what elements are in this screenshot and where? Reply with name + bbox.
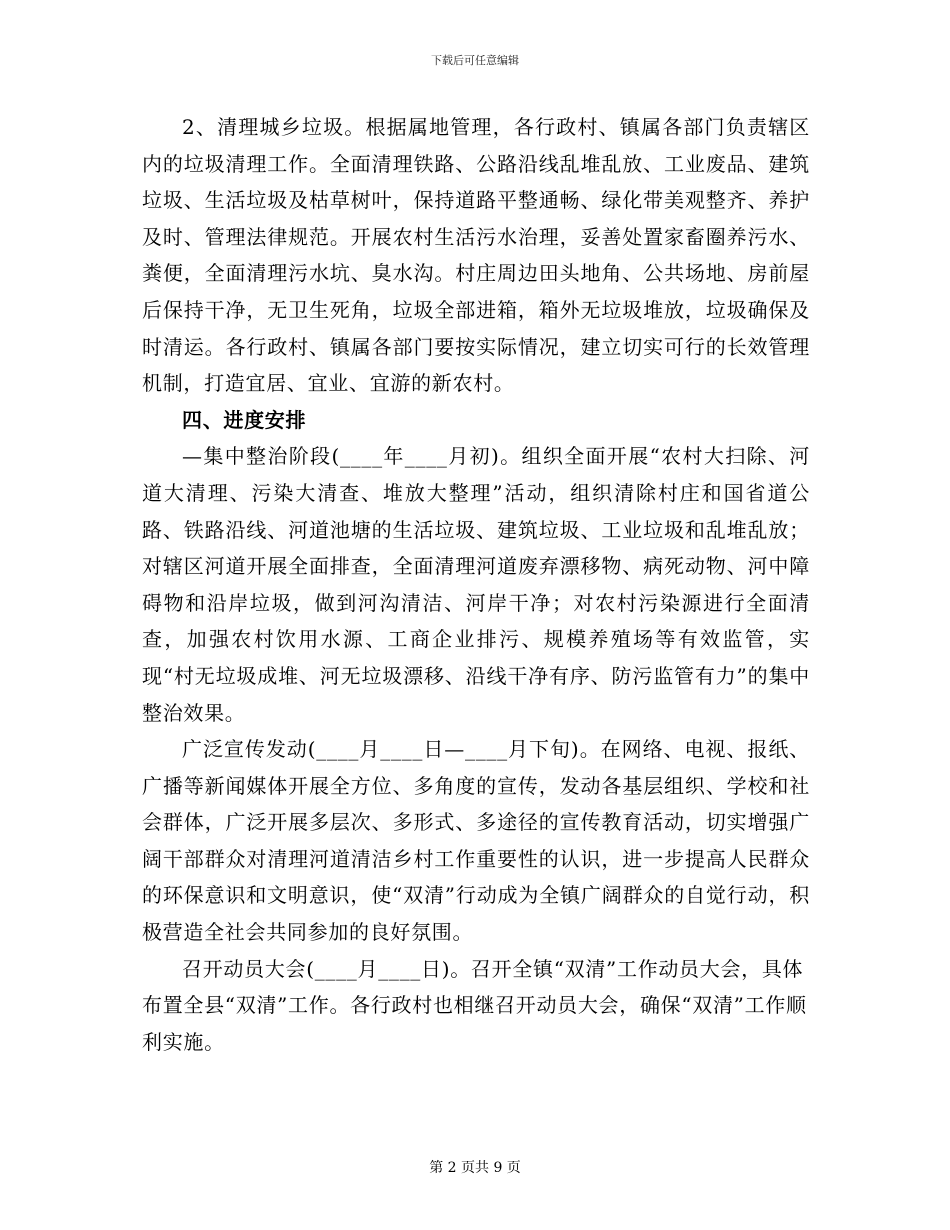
page-footer: 第 2 页共 9 页: [429, 1160, 521, 1176]
page-header: 下载后可任意编辑: [431, 54, 519, 67]
paragraph-publicity-mobilization: 广泛宣传发动(____月____日—____月下旬)。在网络、电视、报纸、广播等新闻媒体开展全方位、多角度的宣传，发动各基层组织、学校和社会群体，广泛开展多层次、多形式、多途径的宣传教育活动，切实增强广阔干部群众对清理河道清洁乡村工作重要性的认识，进一步提高人民群众的环保意识和文明意识，使“双清”行动成为全镇广阔群众的自觉行动，积极营造全社会共同参加的良好氛围。: [142, 737, 810, 945]
paragraph-mobilization-meeting: 召开动员大会(____月____日)。召开全镇“双清”工作动员大会，具体布置全县“双清”工作。各行政村也相继召开动员大会，确保“双清”工作顺利实施。: [142, 956, 807, 1054]
document-body: [142, 109, 810, 1060]
paragraph-concentrated-rectification: —集中整治阶段(____年____月初)。组织全面开展“农村大扫除、河道大清理、污染大清查、堆放大整理”活动，组织清除村庄和国省道公路、铁路沿线、河道池塘的生活垃圾、建筑垃圾、工业垃圾和乱堆乱放；对辖区河道开展全面排查，全面清理河道废弃漂移物、病死动物、河中障碍物和沿岸垃圾，做到河沟清洁、河岸干净；对农村污染源进行全面清查，加强农村饮用水源、工商企业排污、规模养殖场等有效监管，实现“村无垃圾成堆、河无垃圾漂移、沿线干净有序、防污监管有力”的集中整治效果。: [142, 444, 810, 725]
paragraph-clean-garbage: 2、清理城乡垃圾。根据属地管理，各行政村、镇属各部门负责辖区内的垃圾清理工作。全面清理铁路、公路沿线乱堆乱放、工业废品、建筑垃圾、生活垃圾及枯草树叶，保持道路平整通畅、绿化带美观整齐、养护及时、管理法律规范。开展农村生活污水治理，妥善处置家畜圈养污水、粪便，全面清理污水坑、臭水沟。村庄周边田头地角、公共场地、房前屋后保持干净，无卫生死角，垃圾全部进箱，箱外无垃圾堆放，垃圾确保及时清运。各行政村、镇属各部门要按实际情况，建立切实可行的长效管理机制，打造宜居、宜业、宜游的新农村。: [142, 115, 810, 396]
section-heading-schedule: 四、进度安排: [182, 407, 307, 432]
